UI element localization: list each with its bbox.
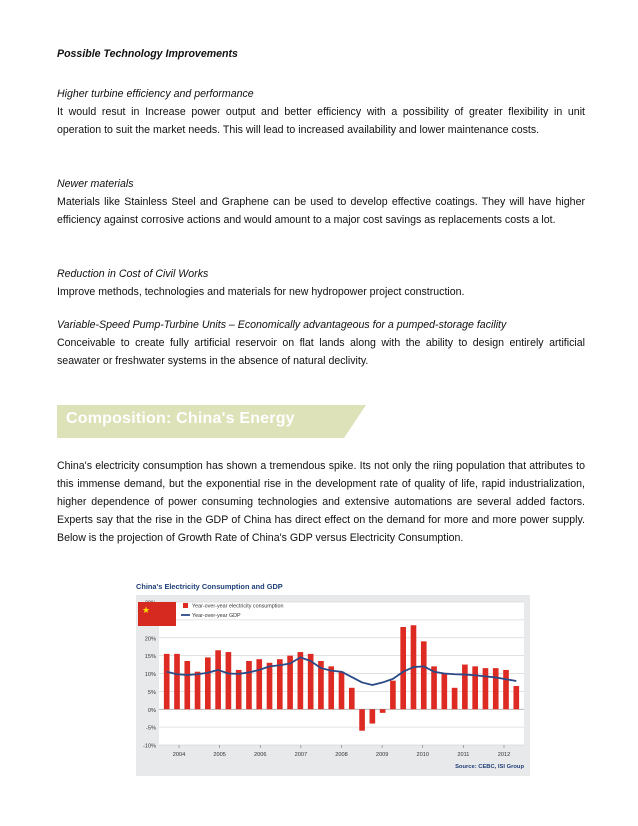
y-tick-label: 5% xyxy=(147,689,156,696)
consumption-bar xyxy=(493,668,499,709)
x-tick-label: 2012 xyxy=(497,752,511,758)
chart-title: China's Electricity Consumption and GDP xyxy=(136,582,283,591)
consumption-bar xyxy=(370,709,376,723)
x-tick-label: 2007 xyxy=(294,752,308,758)
section-heading: Possible Technology Improvements xyxy=(57,48,238,60)
x-tick-label: 2006 xyxy=(254,752,267,758)
consumption-bar xyxy=(452,688,458,709)
y-tick-label: -10% xyxy=(142,743,156,750)
item-text-pump-turbine: Conceivable to create fully artificial reservoir on flat lands along with the ability to design entirely artificial seawater or freshwater systems in the absence of natural declivity. xyxy=(57,337,585,367)
consumption-bar xyxy=(277,659,283,709)
item-text-turbine: It would resut in Increase power output and better efficiency with a possibility of greater flexibility in unit operation to suit the market needs. This will lead to increased availability and lower maintenance costs. xyxy=(57,106,585,136)
consumption-bar xyxy=(359,709,365,730)
x-tick-label: 2011 xyxy=(457,752,470,758)
x-tick-label: 2004 xyxy=(172,752,186,758)
consumption-bar xyxy=(462,665,468,710)
consumption-bar xyxy=(195,672,201,710)
consumption-bar xyxy=(339,672,345,710)
x-tick-label: 2008 xyxy=(335,752,348,758)
consumption-bar xyxy=(184,661,190,709)
item-title-turbine: Higher turbine efficiency and performance xyxy=(57,88,254,100)
chart-figure xyxy=(136,582,530,776)
banner-title: Composition: China's Energy xyxy=(66,410,295,427)
consumption-bar xyxy=(349,688,355,709)
item-title-civil-works: Reduction in Cost of Civil Works xyxy=(57,268,209,280)
item-text-civil-works: Improve methods, technologies and materials for new hydropower project construction. xyxy=(57,286,465,298)
chart-canvas xyxy=(136,595,530,776)
consumption-bar xyxy=(215,650,221,709)
consumption-bar xyxy=(256,659,262,709)
legend-label: Year-over-year GDP xyxy=(192,613,241,619)
x-tick-label: 2009 xyxy=(375,752,389,758)
y-tick-label: 0% xyxy=(147,707,156,714)
consumption-bar xyxy=(226,652,232,709)
intro-paragraph: China's electricity consumption has shown a tremendous spike. Its not only the riing population that attributes to this immense demand, but the exponential rise in the development rate of quality of life, rapid industrialization, higher dependence of power consuming technologies and extensive automations are several added factors. Experts say that the rise in the GDP of China has direct effect on the demand for more and more power supply. Below is the projection of Growth Rate of China's GDP versus Electricity Consumption. xyxy=(57,460,585,544)
consumption-bar xyxy=(164,654,170,709)
legend-swatch-bar xyxy=(183,603,188,608)
consumption-bar xyxy=(503,670,509,709)
consumption-bar xyxy=(421,641,427,709)
consumption-bar xyxy=(246,661,252,709)
consumption-bar xyxy=(483,668,489,709)
chart-source: Source: CEBC, ISI Group xyxy=(455,764,524,770)
consumption-bar xyxy=(328,666,334,709)
legend-label: Year-over-year electricity consumption xyxy=(192,603,284,610)
y-tick-label: 10% xyxy=(144,672,156,678)
item-title-pump-turbine: Variable-Speed Pump-Turbine Units – Economically advantageous for a pumped-storage facility xyxy=(57,319,507,331)
y-tick-label: -5% xyxy=(146,725,156,732)
consumption-bar xyxy=(380,709,386,713)
item-text-materials: Materials like Stainless Steel and Graphene can be used to develop effective coatings. They will have higher efficiency against corrosive actions and would amount to a major cost savings as replacements costs a lot. xyxy=(57,196,585,226)
flag-star: ★ xyxy=(142,605,151,615)
x-tick-label: 2010 xyxy=(416,752,429,758)
consumption-bar xyxy=(298,652,304,709)
consumption-bar xyxy=(400,627,406,709)
consumption-bar xyxy=(390,681,396,710)
item-title-materials: Newer materials xyxy=(57,178,134,190)
consumption-bar xyxy=(513,686,519,709)
y-tick-label: 15% xyxy=(144,654,156,661)
consumption-bar xyxy=(472,666,478,709)
consumption-bar xyxy=(174,654,180,709)
consumption-bar xyxy=(236,670,242,709)
consumption-bar xyxy=(267,663,273,709)
section-banner xyxy=(57,405,366,438)
x-tick-label: 2005 xyxy=(213,752,226,758)
consumption-bar xyxy=(205,657,211,709)
consumption-bar xyxy=(441,674,447,710)
y-tick-label: 20% xyxy=(144,636,156,643)
